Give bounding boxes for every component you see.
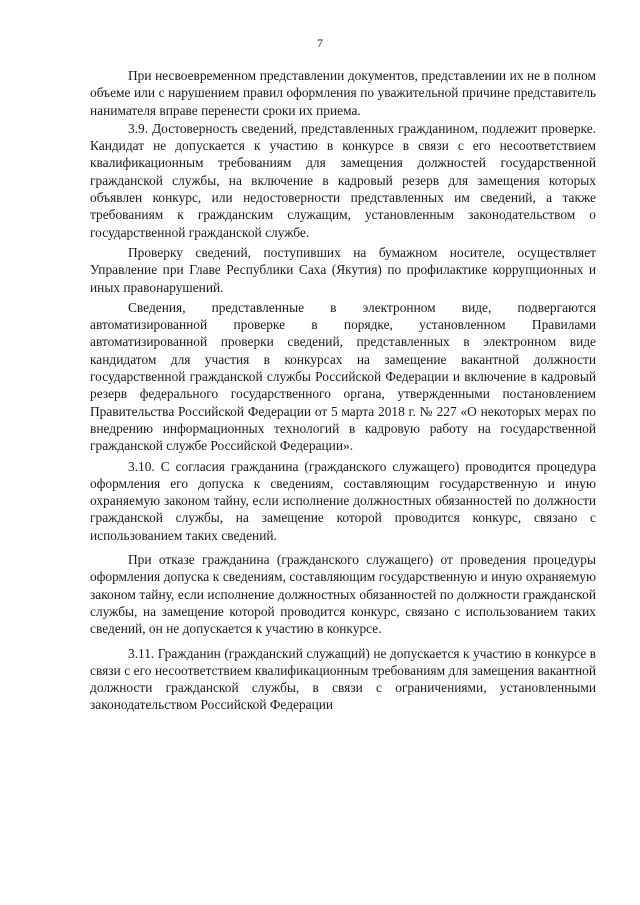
paragraph-paper-verification: Проверку сведений, поступивших на бумажном носителе, осуществляет Управление при Главе Республики Саха (Якутия) по профилактике коррупционных и иных правонарушений. xyxy=(90,244,596,295)
paragraph-resubmission-terms: При несвоевременном представлении документов, представлении их не в полном объеме или с нарушением правил оформления по уважительной причине представитель нанимателя вправе перенести сроки их приема. xyxy=(90,68,596,118)
paragraph-3-10-clearance: 3.10. С согласия гражданина (гражданского служащего) проводится процедура оформления его допуска к сведениям, составляющим государственную и иную охраняемую законом тайну, если исполнение должностных обязанностей по должности гражданской службы, на замещение которой проводится конкурс, связано с использованием таких сведений. xyxy=(90,458,596,543)
paragraph-electronic-verification: Сведения, представленные в электронном виде, подвергаются автоматизированной проверке в порядке, установленном Правилами автоматизированной проверки сведений, представленных в электронном виде кандидатом для участия в конкурсах на замещение вакантной должности государственной гражданской службы Российской Федерации и включение в кадровый резерв федерального государственного органа, утвержденными постановлением Правительства Российской Федерации от 5 марта 2018 г. № 227 «О некоторых мерах по внедрению информационных технологий в кадровую работу на государственной гражданской службе Российской Федерации». xyxy=(90,299,596,454)
document-body xyxy=(90,67,596,714)
paragraph-clearance-refusal: При отказе гражданина (гражданского служащего) от проведения процедуры оформления допуска к сведениям, составляющим государственную и иную охраняемую законом тайну, если исполнение должностных обязанностей по должности гражданской службы, на замещение которой проводится конкурс, связано с использованием таких сведений, он не допускается к участию в конкурсе. xyxy=(90,552,596,637)
paragraph-3-9-verification: 3.9. Достоверность сведений, представленных гражданином, подлежит проверке. Кандидат не допускается к участию в конкурсе в связи с его несоответствием квалификационным требованиям для замещения должностей государственной гражданской службы, на включение в кадровый резерв для замещения которых объявлен конкурс, или недостоверности представленных им сведений, а также требованиям к гражданским служащим, установленным законодательством о государственной гражданской службе. xyxy=(90,120,596,240)
page-number: 7 xyxy=(317,36,323,50)
paragraph-3-11-ineligibility: 3.11. Гражданин (гражданский служащий) не допускается к участию в конкурсе в связи с его несоответствием квалификационным требованиям для замещения вакантной должности гражданской службы, в связи с ограничениями, установленными законодательством Российской Федерации xyxy=(90,645,596,713)
